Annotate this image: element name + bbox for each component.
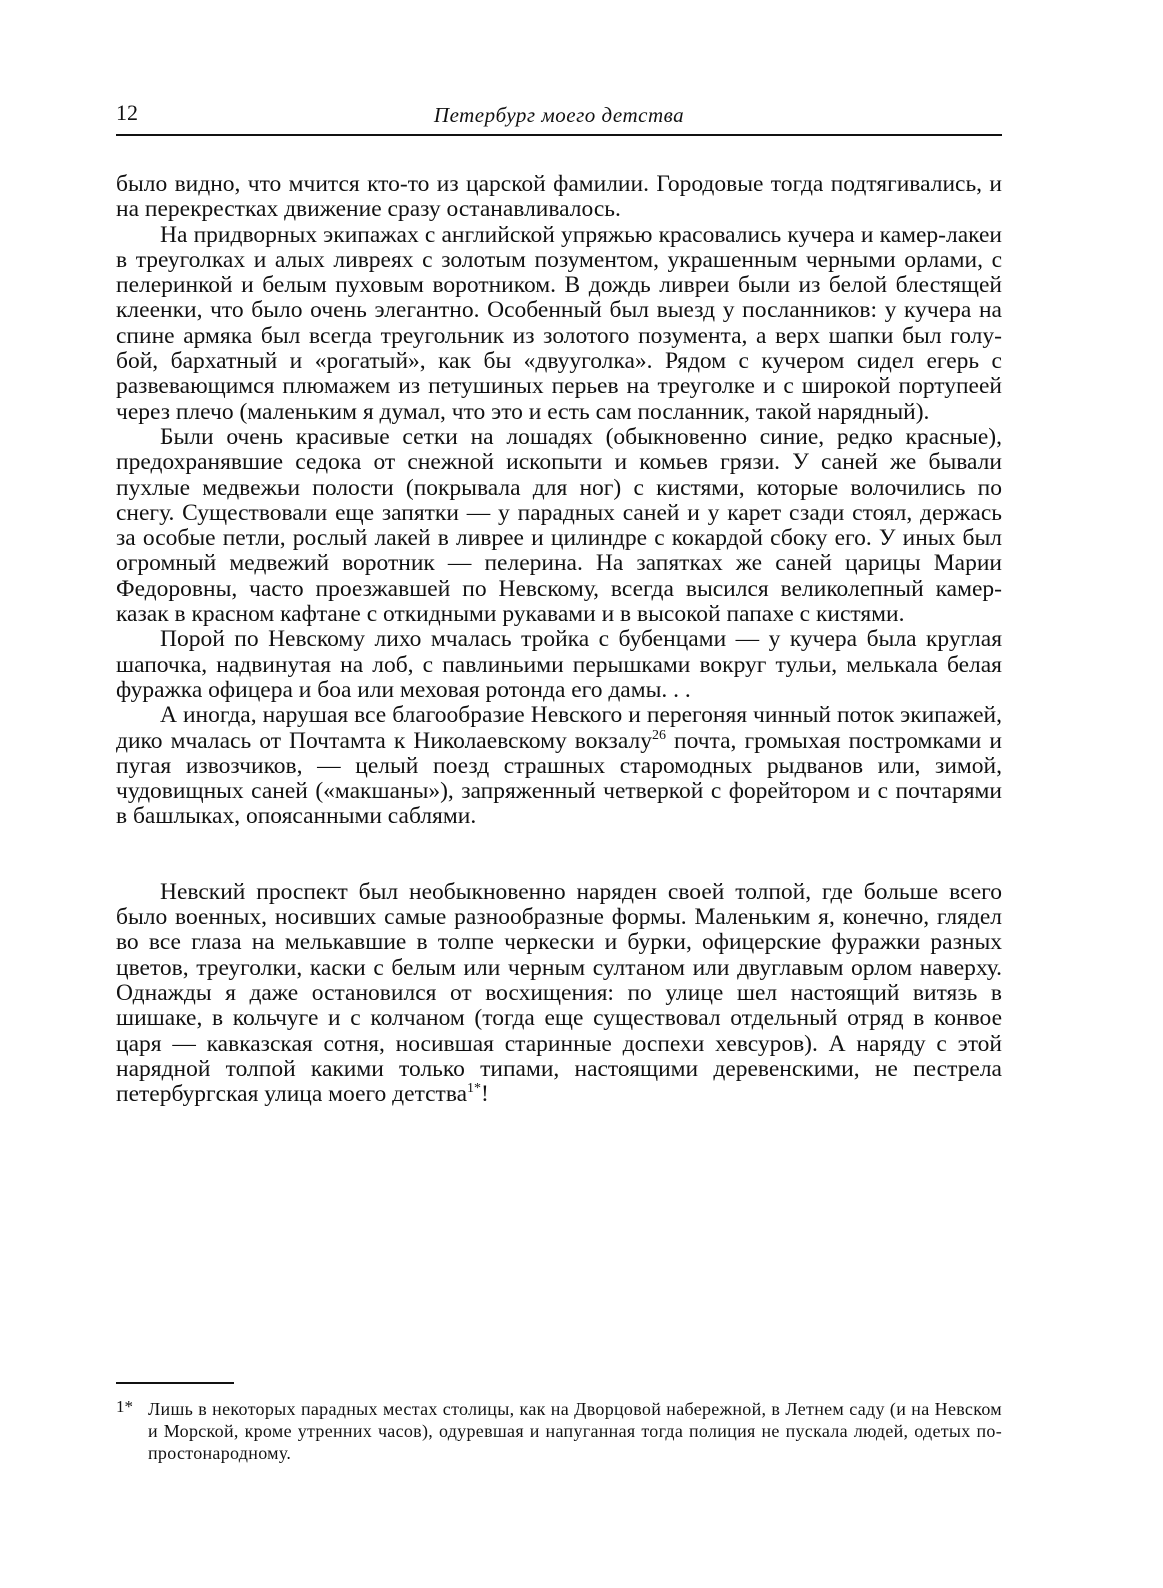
paragraph-1-text: было видно, что мчится кто-то из царской фамилии. Городовые тогда подтягивались, и на перекрестках движение сразу останавливалось. bbox=[116, 171, 1002, 223]
paragraph-3-text: Были очень красивые сетки на лошадях (обыкновенно синие, редко красные), предохранявшие седока от снежной ископыти и комьев грязи. У саней же бывали пухлые медвежьи полости (покрывала для ног) с кистями, которые волочились по снегу. Существовали еще запятки — у парадных саней и у карет сзади стоял, держась за особые петли, рослый лакей в ливрее и цилиндре с кокардой сбоку его. У иных был огромный медвежий воротник — пелерина. На запятках же саней царицы Марии Федоровны, часто проезжавшей по Невскому, всегда высился великолепный камер-казак в красном кафтане с откидными рукавами и в высокой папахе с кистями. bbox=[116, 423, 1002, 628]
running-title: Петербург моего детства bbox=[433, 103, 685, 127]
footnote-divider bbox=[116, 1382, 234, 1384]
running-head bbox=[116, 100, 1002, 136]
endnote-ref-26: 26 bbox=[651, 727, 666, 743]
footnote-text: Лишь в некоторых парадных местах столицы, как на Дворцовой набережной, в Летнем саду (и на Невском и Морской, кроме утренних часов), одуревшая и напуганная тогда полиция не пускала людей, одетых по-простонародному. bbox=[148, 1399, 1002, 1463]
footnote-marker: 1* bbox=[116, 1397, 133, 1416]
paragraph-6-text-b: ! bbox=[481, 1081, 489, 1108]
paragraph-4 bbox=[116, 627, 1002, 703]
paragraph-6 bbox=[116, 880, 1002, 1108]
page-number: 12 bbox=[116, 100, 138, 125]
paragraph-3 bbox=[116, 425, 1002, 627]
paragraph-4-text: Порой по Невскому лихо мчалась тройка с бубенцами — у кучера была круглая шапочка, надвинутая на лоб, с павлиньими перышками вокруг тульи, мелькала белая фуражка офицера и боа или меховая ротонда его дамы. . . bbox=[116, 626, 1002, 703]
footnote bbox=[116, 1398, 1002, 1464]
section-break bbox=[116, 830, 1002, 880]
paragraph-2 bbox=[116, 223, 1002, 425]
body-text bbox=[116, 172, 1002, 1107]
paragraph-5-text-a: А иногда, нарушая все благообразие Невского и перегоняя чинный поток экипажей, дико мчалась от Почтамта к Николаевскому вокзалу bbox=[116, 702, 1002, 754]
paragraph-6-text-a: Невский проспект был необыкновенно наряден своей толпой, где больше всего было военных, носивших самые разнообразные формы. Маленьким я, конечно, глядел во все глаза на мелькавшие в толпе черкески и бурки, офицерские фуражки разных цветов, треуголки, каски с белым или черным султаном или двуглавым орлом наверху. Однажды я даже остановился от восхищения: по улице шел настоящий витязь в шишаке, в кольчуге и с колчаном (тогда еще существовал отдельный отряд в конвое царя — кавказская сотня, носившая старинные доспехи хевсуров). А наряду с этой нарядной толпой какими только типами, настоящими деревенскими, не пестрела петербургская улица моего детства bbox=[116, 878, 1002, 1108]
paragraph-2-text: На придворных экипажах с английской упряжью красовались кучера и камер-лакеи в треуголках и алых ливреях с золотым позументом, украшенным черными орлами, с пелеринкой и белым пуховым воротником. В дождь ливреи были из белой блестящей клеенки, что было очень элегантно. Особенный был выезд у посланников: у кучера на спине армяка был всегда треугольник из золотого позумента, а верх шапки был голубой, бархатный и «рогатый», как бы «двууголка». Рядом с кучером сидел егерь с развевающимся плюмажем из петушиных перьев на треуголке и с широкой портупеей через плечо (маленьким я думал, что это и есть сам посланник, такой нарядный). bbox=[116, 221, 1002, 425]
footnote-ref-1: 1* bbox=[467, 1081, 482, 1097]
paragraph-5-text-b: почта, громыхая постромками и пугая извозчиков, — целый поезд страшных старомодных рыдванов или, зимой, чудовищных саней («макшаны»), запряженный четверкой с форейтором и с почтарями в башлыках, опоясанными саблями. bbox=[116, 727, 1002, 830]
paragraph-1 bbox=[116, 172, 1002, 223]
paragraph-5 bbox=[116, 703, 1002, 829]
